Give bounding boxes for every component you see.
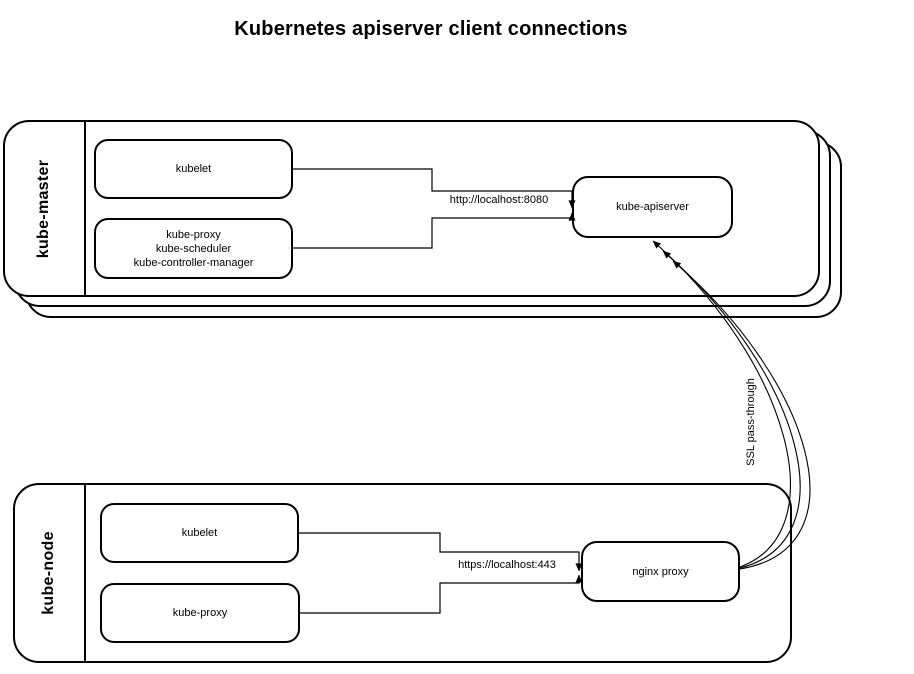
node-nginx-label: nginx proxy — [632, 565, 689, 578]
master-components-line1: kube-proxy — [166, 228, 221, 241]
master-label: kube-master — [35, 159, 53, 258]
node-kubelet-label: kubelet — [181, 527, 218, 539]
master-divider — [84, 121, 86, 296]
node-kubeproxy-node — [100, 583, 300, 643]
master-components-line2: kube-scheduler — [155, 242, 232, 255]
node-label-strip — [13, 483, 84, 663]
master-kubelet-node — [94, 139, 293, 199]
master-label-strip — [3, 120, 85, 297]
master-components-line3: kube-controller-manager — [133, 256, 254, 269]
node-nginx-node — [581, 541, 740, 602]
diagram-title: Kubernetes apiserver client connections — [234, 18, 628, 40]
master-apiserver-node — [572, 176, 733, 238]
edge-label-http-8080: http://localhost:8080 — [449, 194, 549, 206]
node-kubeproxy-label: kube-proxy — [172, 607, 228, 619]
master-apiserver-label: kube-apiserver — [616, 201, 689, 213]
master-components-node — [94, 218, 293, 279]
edge-label-ssl-passthrough: SSL pass-through — [745, 378, 757, 466]
node-divider — [84, 484, 86, 662]
node-label: kube-node — [39, 531, 57, 615]
node-kubelet-node — [100, 503, 299, 563]
edge-label-https-443: https://localhost:443 — [458, 559, 556, 571]
master-kubelet-label: kubelet — [175, 163, 212, 175]
